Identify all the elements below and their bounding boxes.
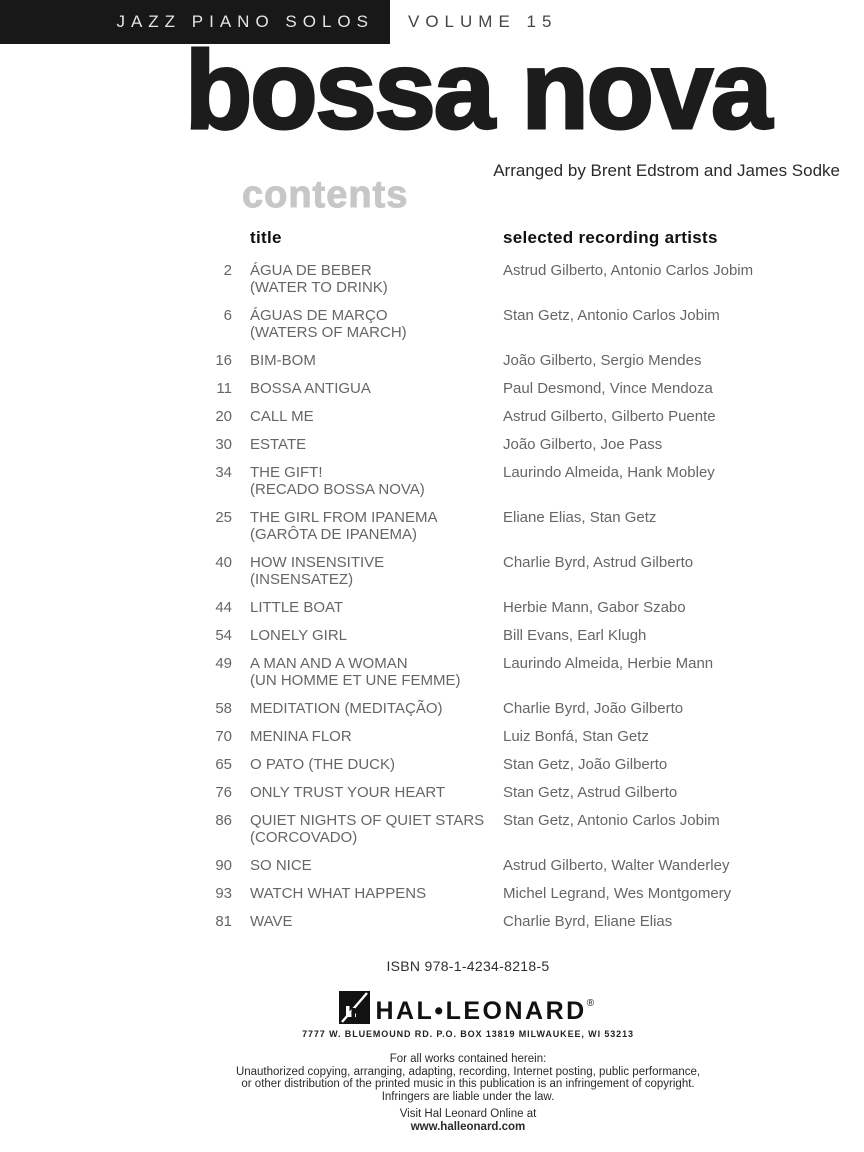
song-title-line: WATCH WHAT HAPPENS: [250, 885, 427, 902]
page-number: 44: [215, 599, 232, 616]
legal-line: For all works contained herein:: [389, 1053, 547, 1065]
song-artists: Stan Getz, Astrud Gilberto: [503, 784, 678, 801]
page-number: 76: [215, 784, 232, 801]
website-url: www.halleonard.com: [410, 1121, 526, 1133]
table-row: [198, 857, 838, 874]
song-artists: Charlie Byrd, João Gilberto: [503, 700, 684, 717]
table-row: [198, 885, 838, 902]
legal-line: Unauthorized copying, arranging, adapting, recording, Internet posting, public performance,: [235, 1065, 701, 1078]
song-subtitle-line: (WATERS OF MARCH): [250, 324, 407, 341]
song-artists: João Gilberto, Sergio Mendes: [503, 352, 702, 369]
song-title: [250, 554, 503, 588]
song-title: [250, 885, 503, 902]
song-title: [250, 913, 503, 930]
page-number: 11: [216, 380, 232, 397]
table-row: [198, 728, 838, 745]
song-title-line: LONELY GIRL: [250, 627, 347, 644]
song-title-line: CALL ME: [250, 408, 314, 425]
song-artists: Bill Evans, Earl Klugh: [503, 627, 647, 644]
song-title-line: BOSSA ANTIGUA: [250, 380, 371, 397]
song-title: [250, 262, 503, 296]
table-row: [198, 262, 838, 296]
song-title: [250, 599, 503, 616]
table-row: [198, 352, 838, 369]
song-title-line: WAVE: [250, 913, 293, 930]
publisher-name: [375, 999, 596, 1024]
song-title: [250, 756, 503, 773]
song-artists: Michel Legrand, Wes Montgomery: [503, 885, 732, 902]
publisher-address: 7777 W. BLUEMOUND RD. P.O. BOX 13819 MILWAUKEE, WI 53213: [302, 1029, 634, 1039]
song-title: [250, 784, 503, 801]
song-artists: Charlie Byrd, Eliane Elias: [503, 913, 673, 930]
song-subtitle-line: (WATER TO DRINK): [250, 279, 388, 296]
song-title: [250, 464, 503, 498]
table-row: [198, 464, 838, 498]
table-row: [198, 509, 838, 543]
song-title: [250, 352, 503, 369]
legal-line: or other distribution of the printed music in this publication is an infringement of copyright.: [241, 1078, 695, 1090]
registered-mark: ®: [586, 998, 597, 1009]
song-title-line: A MAN AND A WOMAN: [250, 655, 408, 672]
contents-heading: contents: [242, 174, 409, 216]
song-title-line: MENINA FLOR: [250, 728, 352, 745]
song-subtitle-line: (INSENSATEZ): [250, 571, 354, 588]
song-subtitle-line: (CORCOVADO): [250, 829, 358, 846]
song-title-line: QUIET NIGHTS OF QUIET STARS: [250, 812, 485, 829]
page-number: 6: [223, 307, 232, 324]
song-title: [250, 408, 503, 425]
song-title-line: THE GIRL FROM IPANEMA: [250, 509, 438, 526]
series-title: JAZZ PIANO SOLOS: [116, 12, 374, 31]
page-number: 49: [215, 655, 232, 672]
song-artists: João Gilberto, Joe Pass: [503, 436, 663, 453]
table-row: [198, 599, 838, 616]
song-artists: Astrud Gilberto, Antonio Carlos Jobim: [503, 262, 754, 279]
song-artists: Astrud Gilberto, Gilberto Puente: [503, 408, 716, 425]
page-number: 90: [215, 857, 232, 874]
song-artists: Laurindo Almeida, Hank Mobley: [503, 464, 715, 481]
song-artists: Stan Getz, Antonio Carlos Jobim: [503, 812, 720, 829]
page-number: 20: [215, 408, 232, 425]
song-title-line: MEDITATION (MEDITAÇÃO): [250, 700, 443, 717]
isbn-text: ISBN 978-1-4234-8218-5: [386, 958, 550, 974]
website-notice: [72, 1108, 864, 1134]
table-row: [198, 655, 838, 689]
song-title-line: ÁGUAS DE MARÇO: [250, 307, 388, 324]
table-row: [198, 436, 838, 453]
song-title: [250, 812, 503, 846]
publisher-name-text: HAL•LEONARD: [375, 997, 587, 1025]
table-row: [198, 408, 838, 425]
page-number: 81: [215, 913, 232, 930]
song-title-line: HOW INSENSITIVE: [250, 554, 385, 571]
table-of-contents: [198, 229, 838, 941]
page-number: 70: [215, 728, 232, 745]
book-title: bossa nova: [185, 29, 771, 152]
table-row: [198, 554, 838, 588]
song-artists: Stan Getz, João Gilberto: [503, 756, 668, 773]
song-title-line: ONLY TRUST YOUR HEART: [250, 784, 446, 801]
page-number: 58: [215, 700, 232, 717]
page-number: 65: [215, 756, 232, 773]
song-artists: Luiz Bonfá, Stan Getz: [503, 728, 649, 745]
song-artists: Stan Getz, Antonio Carlos Jobim: [503, 307, 720, 324]
table-row: [198, 700, 838, 717]
song-artists: Paul Desmond, Vince Mendoza: [503, 380, 713, 397]
song-title: [250, 655, 503, 689]
song-artists: Charlie Byrd, Astrud Gilberto: [503, 554, 694, 571]
page-number: 16: [215, 352, 232, 369]
song-title-line: THE GIFT!: [250, 464, 323, 481]
table-row: [198, 627, 838, 644]
song-subtitle-line: (UN HOMME ET UNE FEMME): [250, 672, 461, 689]
column-header-title: title: [250, 228, 282, 247]
song-title: [250, 728, 503, 745]
song-subtitle-line: (RECADO BOSSA NOVA): [250, 481, 425, 498]
page-number: 25: [215, 509, 232, 526]
song-title: [250, 436, 503, 453]
legal-notice: [72, 1053, 864, 1103]
arranger-credit: Arranged by Brent Edstrom and James Sodke: [493, 161, 840, 180]
song-title-line: SO NICE: [250, 857, 312, 874]
visit-text: Visit Hal Leonard Online at: [399, 1108, 537, 1120]
song-artists: Eliane Elias, Stan Getz: [503, 509, 657, 526]
song-title: [250, 307, 503, 341]
publisher-logo: [72, 991, 864, 1024]
page-number: 86: [215, 812, 232, 829]
song-title: [250, 509, 503, 543]
song-title-line: ÁGUA DE BEBER: [250, 262, 372, 279]
volume-number: VOLUME 15: [408, 12, 558, 31]
page-number: 2: [223, 262, 232, 279]
table-row: [198, 307, 838, 341]
page-number: 30: [215, 436, 232, 453]
song-title: [250, 627, 503, 644]
song-title-line: O PATO (THE DUCK): [250, 756, 396, 773]
table-row: [198, 812, 838, 846]
song-title: [250, 380, 503, 397]
hal-leonard-logo-icon: [339, 991, 370, 1024]
table-row: [198, 913, 838, 930]
page-number: 40: [215, 554, 232, 571]
song-artists: Herbie Mann, Gabor Szabo: [503, 599, 686, 616]
table-header-row: [198, 229, 838, 247]
song-artists: Astrud Gilberto, Walter Wanderley: [503, 857, 730, 874]
song-title-line: BIM-BOM: [250, 352, 316, 369]
column-header-artists: selected recording artists: [503, 228, 718, 247]
song-list: [198, 262, 838, 930]
song-subtitle-line: (GARÔTA DE IPANEMA): [250, 526, 417, 543]
legal-line: Infringers are liable under the law.: [381, 1090, 555, 1103]
song-title-line: LITTLE BOAT: [250, 599, 344, 616]
page-number: 93: [215, 885, 232, 902]
table-row: [198, 380, 838, 397]
page-number: 34: [215, 464, 232, 481]
song-title: [250, 857, 503, 874]
song-title: [250, 700, 503, 717]
song-artists: Laurindo Almeida, Herbie Mann: [503, 655, 714, 672]
song-title-line: ESTATE: [250, 436, 307, 453]
table-row: [198, 756, 838, 773]
page-number: 54: [215, 627, 232, 644]
table-row: [198, 784, 838, 801]
